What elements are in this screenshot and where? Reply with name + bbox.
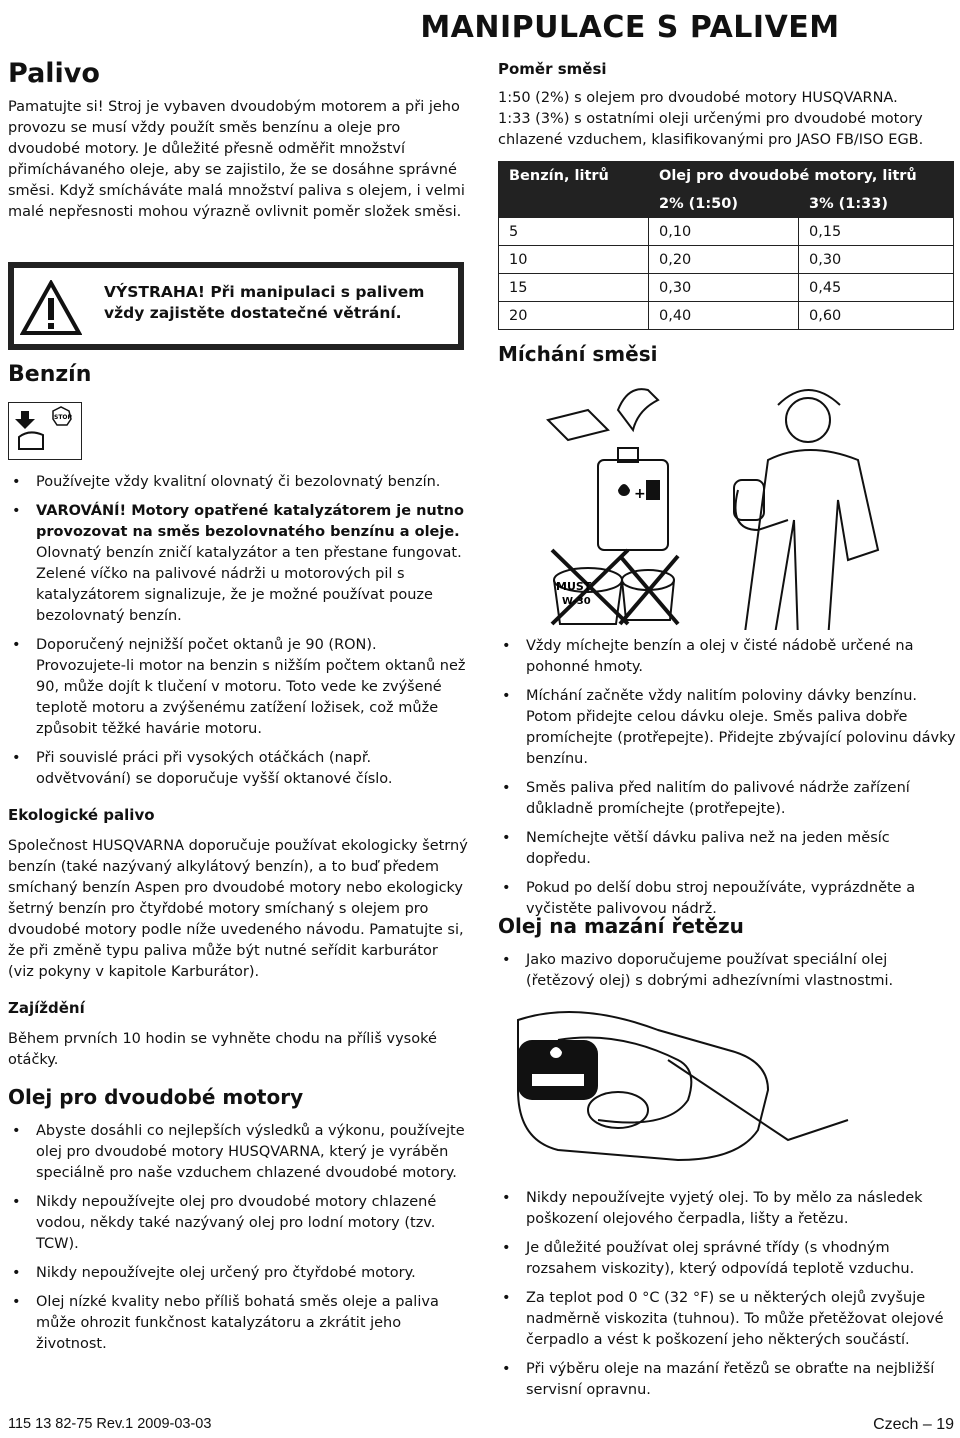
- benzin-item-2-text: Olovnatý benzín zničí katalyzátor a ten přestane fungovat. Zelené víčko na palivové nádrži u motorových pil s katalyzátorem signalizuje, že je možné používat pouze bezolovnatý benzín.: [36, 545, 462, 624]
- benzin-item-2-bold: VAROVÁNÍ! Motory opatřené katalyzátorem je nutno provozovat na směs bezolovnatého benzínu a oleje.: [36, 503, 464, 540]
- benzin-item-3: • Doporučený nejnižší počet oktanů je 90 (RON). Provozujete-li motor na benzin s nižším počtem oktanů než 90, může dojít k tlučení v motoru. Toto vede ke zvýšené teplotě motoru a zvýšenému zatížení ložisek, což může způsobit těžké havárie motoru.: [8, 635, 468, 740]
- warning-line-1: VÝSTRAHA! Při manipulaci s palivem: [104, 283, 425, 301]
- olej-retez-list-top: [498, 950, 956, 1000]
- benzin-item-1: • Používejte vždy kvalitní olovnatý či bezolovnatý benzín.: [8, 472, 468, 493]
- table-cell: 15: [499, 274, 649, 302]
- table-cell: 0,45: [799, 274, 954, 302]
- olej-retez-list-bottom: [498, 1188, 956, 1409]
- michani-title: Míchání směsi: [498, 342, 658, 366]
- ratio-table: [498, 161, 954, 330]
- olej-retez-title: Olej na mazání řetězu: [498, 914, 744, 938]
- chainsaw-oil-illustration: [498, 1000, 878, 1180]
- olej-retez-item-4: • Za teplot pod 0 °C (32 °F) se u některých olejů zvyšuje nadměrně viskozita (tuhnou). To může přetěžovat olejové čerpadlo a vést k poškození jeho některých součástí.: [498, 1288, 956, 1351]
- table-cell: 20: [499, 302, 649, 330]
- can-label-1: MUST: [556, 580, 592, 593]
- svg-text:STOP: STOP: [54, 414, 72, 421]
- table-cell: 10: [499, 246, 649, 274]
- palivo-title: Palivo: [8, 58, 100, 89]
- palivo-intro: Pamatujte si! Stroj je vybaven dvoudobým motorem a při jeho provozu se musí vždy použít směs benzínu a oleje pro dvoudobé motory. Je důležité přesně odměřit množství přimíchávaného oleje, aby se zajistilo, že se dosáhne správné směsi. Když smícháváte malá množství paliva s olejem, i velmi malé nepřesnosti mohou výrazně ovlivnit poměr složek směsi.: [8, 99, 465, 220]
- table-cell: 0,15: [799, 218, 954, 246]
- table-subheader-3pct: 3% (1:33): [799, 190, 954, 218]
- olej2t-item-1: • Abyste dosáhli co nejlepších výsledků a výkonu, používejte olej pro dvoudobé motory HUSQVARNA, který je vyráběn speciálně pro naše vzduchem chlazené dvoudobé motory.: [8, 1121, 468, 1184]
- zajizdeni-title: Zajíždění: [8, 999, 85, 1017]
- olej-retez-item-5: • Při výběru oleje na mazání řetězů se obraťte na nejbližší servisní opravnu.: [498, 1359, 956, 1401]
- page-header: MANIPULACE S PALIVEM: [420, 10, 840, 45]
- michani-item-4: • Nemíchejte větší dávku paliva než na jeden měsíc dopředu.: [498, 828, 956, 870]
- table-header-benzin: Benzín, litrů: [499, 162, 649, 190]
- table-cell: 0,60: [799, 302, 954, 330]
- eko-title: Ekologické palivo: [8, 806, 155, 824]
- pomer-line-1: 1:50 (2%) s olejem pro dvoudobé motory HUSQVARNA.: [498, 90, 898, 106]
- olej-retez-item-3: • Je důležité používat olej správné třídy (s vhodným rozsahem viskozity), který odpovídá teplotě vzduchu.: [498, 1238, 956, 1280]
- table-cell: 0,30: [649, 274, 799, 302]
- table-row: [499, 274, 954, 302]
- benzin-title: Benzín: [8, 362, 92, 387]
- eko-section: [8, 806, 468, 1363]
- olej2t-item-3: • Nikdy nepoužívejte olej určený pro čtyřdobé motory.: [8, 1263, 468, 1284]
- michani-item-3: • Směs paliva před nalitím do palivové nádrže zařízení důkladně promíchejte (protřepejte).: [498, 778, 956, 820]
- michani-item-5: • Pokud po delší dobu stroj nepoužíváte, vyprázdněte a vyčistěte palivovou nádrž.: [498, 878, 956, 920]
- table-cell: 0,20: [649, 246, 799, 274]
- benzin-item-4: • Při souvislé práci při vysokých otáčkách (např. odvětvování) se doporučuje vyšší oktanové číslo.: [8, 748, 468, 790]
- benzin-list: [8, 472, 468, 798]
- warning-line-2: vždy zajistěte dostatečné větrání.: [104, 304, 402, 322]
- table-cell: 0,30: [799, 246, 954, 274]
- warning-text: [104, 282, 424, 324]
- table-cell: 0,40: [649, 302, 799, 330]
- table-header-blank: [499, 190, 649, 218]
- benzin-item-2: [8, 501, 468, 627]
- michani-list: [498, 636, 956, 928]
- pomer-title: Poměr směsi: [498, 60, 607, 78]
- olej-retez-item-2: • Nikdy nepoužívejte vyjetý olej. To by mělo za následek poškození olejového čerpadla, lišty a řetězu.: [498, 1188, 956, 1230]
- palivo-section: [8, 58, 468, 223]
- fuel-pump-stop-icon: [9, 403, 83, 461]
- table-subheader-2pct: 2% (1:50): [649, 190, 799, 218]
- olej-retez-item-1: • Jako mazivo doporučujeme používat speciální olej (řetězový olej) s dobrými adhezívními vlastnostmi.: [498, 950, 956, 992]
- eko-text: Společnost HUSQVARNA doporučuje používat ekologicky šetrný benzín (také nazývaný alkylátový benzín), a to buď předem smíchaný benzín Aspen pro dvoudobé motory nebo ekologicky šetrný benzín pro čtyřdobé motory smíchaný s olejem pro dvoudobé motory podle níže uvedeného návodu. Pamatujte si, že při změně typu paliva může být nutné seřídit karburátor (viz pokyny v kapitole Karburátor).: [8, 838, 468, 980]
- table-row: [499, 246, 954, 274]
- table-cell: 0,10: [649, 218, 799, 246]
- michani-item-2: • Míchání začněte vždy nalitím poloviny dávky benzínu. Potom přidejte celou dávku oleje. Směs paliva dobře promíchejte (protřepejte). Přidejte zbývající polovinu dávky benzínu.: [498, 686, 956, 770]
- footer-doc-id: 115 13 82-75 Rev.1 2009-03-03: [8, 1416, 212, 1432]
- can-label-2: W-30: [562, 596, 591, 607]
- olej2t-item-4: • Olej nízké kvality nebo příliš bohatá směs oleje a paliva může ohrozit funkčnost katalyzátoru a zkrátit jeho životnost.: [8, 1292, 468, 1355]
- michani-item-1: • Vždy míchejte benzín a olej v čisté nádobě určené na pohonné hmoty.: [498, 636, 956, 678]
- mixing-illustration: [538, 380, 938, 630]
- table-row: [499, 302, 954, 330]
- table-header-olej: Olej pro dvoudobé motory, litrů: [649, 162, 954, 190]
- fuel-icon-box: [8, 402, 82, 460]
- table-cell: 5: [499, 218, 649, 246]
- olej2t-title: Olej pro dvoudobé motory: [8, 1085, 304, 1109]
- pomer-line-2: 1:33 (3%) s ostatními oleji určenými pro dvoudobé motory chlazené vzduchem, klasifikovanými pro JASO FB/ISO EGB.: [498, 111, 924, 148]
- footer-page-number: Czech – 19: [873, 1416, 954, 1433]
- svg-text:+: +: [634, 486, 646, 502]
- fuel-plus-oil-icon: [618, 480, 660, 502]
- warning-box: [8, 262, 464, 350]
- olej2t-item-2: • Nikdy nepoužívejte olej pro dvoudobé motory chlazené vodou, někdy také nazývaný olej pro lodní motory (tzv. TCW).: [8, 1192, 468, 1255]
- pomer-section: [498, 60, 956, 366]
- zajizdeni-text: Během prvních 10 hodin se vyhněte chodu na příliš vysoké otáčky.: [8, 1031, 437, 1068]
- table-row: [499, 218, 954, 246]
- warning-triangle-icon: [20, 280, 82, 336]
